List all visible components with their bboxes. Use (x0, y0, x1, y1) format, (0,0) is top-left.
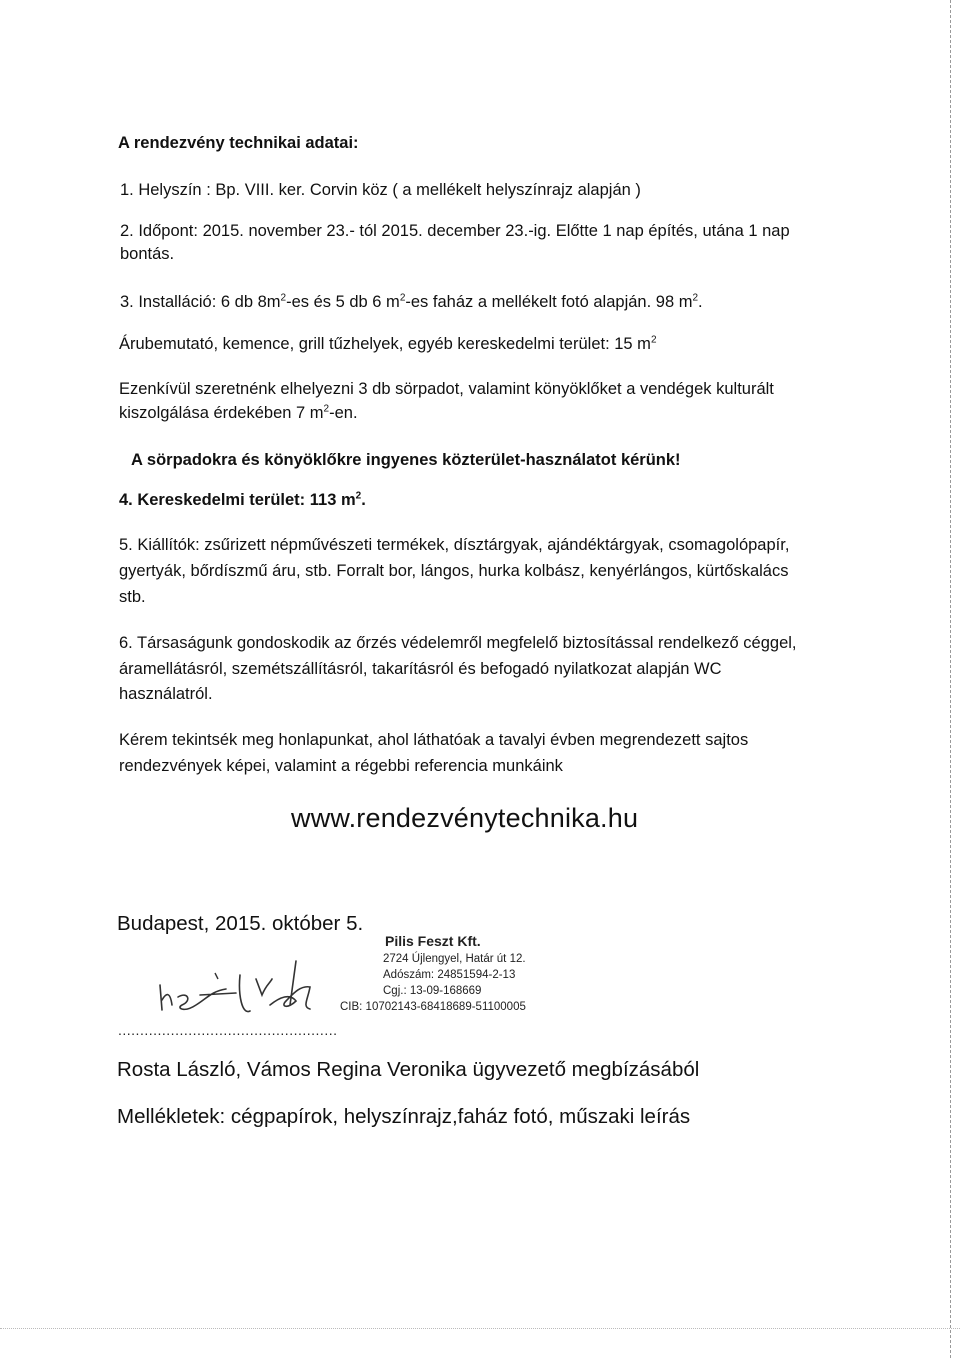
item-3-text-a: 3. Installáció: 6 db 8m (120, 293, 281, 311)
stamp-tax-number: Adószám: 24851594-2-13 (383, 969, 516, 981)
attachments: Mellékletek: cégpapírok, helyszínrajz,faház fotó, műszaki leírás (117, 1105, 691, 1128)
scan-edge-bottom (0, 1328, 960, 1330)
superscript: 2 (399, 292, 406, 304)
scan-edge-right (950, 0, 954, 1358)
item-2-date-line2: bontás. (120, 245, 175, 263)
item-2-date-line1: 2. Időpont: 2015. november 23.- tól 2015. december 23.-ig. Előtte 1 nap építés, utána 1 nap (120, 222, 790, 240)
item-3-installation (120, 292, 703, 312)
item-3-text-c: -es faház a mellékelt fotó alapján. 98 m (405, 293, 693, 311)
item-6-line3: használatról. (119, 685, 213, 703)
superscript: 2 (692, 292, 699, 304)
item-3-text-d: . (698, 293, 703, 311)
stamp-registration: Cgj.: 13-09-168669 (383, 985, 482, 997)
item-3-text-b: -es és 5 db 6 m (286, 293, 400, 311)
item-4-text-b: . (361, 491, 366, 509)
stamp-address: 2724 Újlengyel, Határ út 12. (383, 953, 526, 965)
sorpad-request: A sörpadokra és könyöklőkre ingyenes közterület-használatot kérünk! (131, 451, 681, 469)
arubemutato-text: Árubemutató, kemence, grill tűzhelyek, egyéb kereskedelmi terület: 15 m (119, 335, 651, 353)
item-1-location: 1. Helyszín : Bp. VIII. ker. Corvin köz ( a mellékelt helyszínrajz alapján ) (120, 181, 641, 199)
item-5-line2: gyertyák, bőrdíszmű áru, stb. Forralt bor, lángos, hurka kolbász, kenyérlángos, kürtőskalács (119, 562, 789, 580)
handwritten-signature (140, 955, 440, 1025)
signature-line: .................................................. (118, 1022, 338, 1038)
item-6-line1: 6. Társaságunk gondoskodik az őrzés védelemről megfelelő biztosítással rendelkező céggel, (119, 634, 797, 652)
ezenkivul-line1: Ezenkívül szeretnénk elhelyezni 3 db sörpadot, valamint könyöklőket a vendégek kulturált (119, 380, 774, 398)
kerem-line1: Kérem tekintsék meg honlapunkat, ahol láthatóak a tavalyi évben megrendezett sajtos (119, 731, 749, 749)
stamp-bank-account: CIB: 10702143-68418689-51100005 (340, 1001, 526, 1013)
superscript: 2 (280, 292, 287, 304)
website-url: www.rendezvénytechnika.hu (291, 803, 639, 833)
item-4-text-a: 4. Kereskedelmi terület: 113 m (119, 491, 356, 509)
signer-name: Rosta László, Vámos Regina Veronika ügyvezető megbízásából (117, 1058, 700, 1081)
place-and-date: Budapest, 2015. október 5. (117, 912, 364, 935)
superscript: 2 (650, 334, 657, 346)
item-4-commercial-area (119, 490, 366, 510)
kerem-line2: rendezvények képei, valamint a régebbi referencia munkáink (119, 757, 563, 775)
superscript: 2 (323, 403, 330, 415)
item-5-line3: stb. (119, 588, 146, 606)
item-5-line1: 5. Kiállítók: zsűrizett népművészeti termékek, dísztárgyak, ajándéktárgyak, csomagolópapír, (119, 536, 790, 554)
ezenkivul-line2 (119, 403, 358, 423)
ezenkivul-text-b: -en. (329, 404, 358, 422)
document-heading: A rendezvény technikai adatai: (118, 134, 359, 152)
superscript: 2 (355, 490, 362, 502)
ezenkivul-text-a: kiszolgálása érdekében 7 m (119, 404, 324, 422)
stamp-company: Pilis Feszt Kft. (385, 933, 481, 949)
item-6-line2: áramellátásról, szemétszállításról, takarításról és befogadó nyilatkozat alapján WC (119, 660, 722, 678)
arubemutato-line (119, 334, 657, 354)
